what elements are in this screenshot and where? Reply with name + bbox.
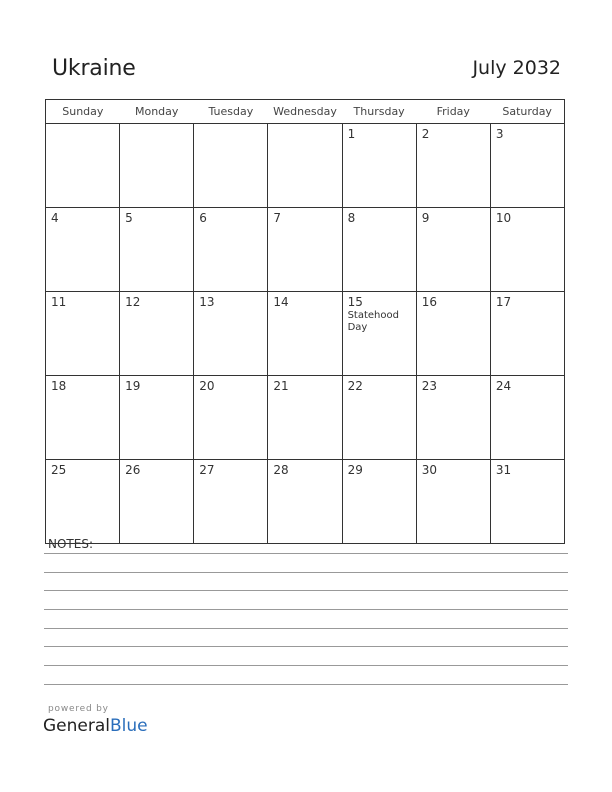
weekday-wednesday: Wednesday xyxy=(268,100,342,124)
notes-line xyxy=(44,646,568,647)
day-number: 23 xyxy=(421,379,437,393)
day-number: 3 xyxy=(495,127,504,141)
weekday-tuesday: Tuesday xyxy=(194,100,268,124)
day-cell xyxy=(46,292,120,376)
day-number: 11 xyxy=(51,295,67,309)
calendar-country-title: Ukraine xyxy=(52,56,136,81)
calendar-month-year: July 2032 xyxy=(472,57,561,79)
day-cell xyxy=(490,208,564,292)
weekday-saturday: Saturday xyxy=(490,100,564,124)
day-cell xyxy=(416,460,490,544)
day-cell xyxy=(120,208,194,292)
day-cell xyxy=(416,292,490,376)
day-number: 20 xyxy=(199,379,215,393)
day-number: 30 xyxy=(421,463,437,477)
day-cell xyxy=(268,460,342,544)
calendar-grid xyxy=(45,99,565,544)
logo-blue: Blue xyxy=(110,716,148,736)
day-cell xyxy=(46,124,120,208)
day-cell xyxy=(490,460,564,544)
day-number: 26 xyxy=(125,463,141,477)
day-cell xyxy=(416,208,490,292)
weekday-sunday: Sunday xyxy=(46,100,120,124)
day-number: 13 xyxy=(199,295,215,309)
logo-general: General xyxy=(43,716,110,736)
day-cell xyxy=(120,124,194,208)
notes-line xyxy=(44,553,568,554)
day-number: 28 xyxy=(273,463,289,477)
weekday-header-row xyxy=(46,100,565,124)
day-number: 9 xyxy=(421,211,430,225)
notes-line xyxy=(44,684,568,685)
day-cell xyxy=(268,292,342,376)
day-number: 7 xyxy=(273,211,282,225)
weekday-thursday: Thursday xyxy=(342,100,416,124)
day-number: 10 xyxy=(495,211,512,225)
day-number: 15 xyxy=(347,295,363,309)
day-number: 27 xyxy=(199,463,215,477)
day-cell xyxy=(120,292,194,376)
notes-line xyxy=(44,572,568,573)
day-number: 6 xyxy=(199,211,207,225)
day-number: 17 xyxy=(495,295,512,309)
day-cell xyxy=(194,292,268,376)
day-cell xyxy=(268,376,342,460)
day-number: 2 xyxy=(421,127,430,141)
day-cell xyxy=(490,376,564,460)
day-cell xyxy=(416,376,490,460)
weekday-monday: Monday xyxy=(120,100,194,124)
day-cell xyxy=(120,460,194,544)
day-cell xyxy=(120,376,194,460)
week-row xyxy=(46,292,565,376)
day-cell xyxy=(342,124,416,208)
week-row xyxy=(46,460,565,544)
weekday-friday: Friday xyxy=(416,100,490,124)
day-number: 14 xyxy=(273,295,289,309)
notes-line xyxy=(44,609,568,610)
day-cell xyxy=(46,208,120,292)
day-cell xyxy=(490,124,564,208)
holiday-label-statehood-day: Statehood Day xyxy=(347,310,399,333)
day-cell xyxy=(342,292,416,376)
day-cell xyxy=(342,460,416,544)
powered-by-text: powered by xyxy=(48,704,109,714)
notes-line xyxy=(44,665,568,666)
generalblue-logo xyxy=(43,716,148,736)
day-cell xyxy=(342,208,416,292)
day-cell xyxy=(194,208,268,292)
day-cell xyxy=(268,208,342,292)
week-row xyxy=(46,376,565,460)
notes-line xyxy=(44,628,568,629)
day-cell xyxy=(416,124,490,208)
day-number: 12 xyxy=(125,295,141,309)
week-row xyxy=(46,208,565,292)
day-number: 16 xyxy=(421,295,437,309)
day-number: 24 xyxy=(495,379,512,393)
notes-line xyxy=(44,590,568,591)
day-number: 18 xyxy=(51,379,67,393)
day-cell xyxy=(342,376,416,460)
day-cell xyxy=(490,292,564,376)
day-number: 1 xyxy=(347,127,356,141)
week-row xyxy=(46,124,565,208)
day-cell xyxy=(194,124,268,208)
day-number: 31 xyxy=(495,463,512,477)
day-cell xyxy=(46,376,120,460)
day-number: 19 xyxy=(125,379,141,393)
day-number: 5 xyxy=(125,211,133,225)
day-number: 21 xyxy=(273,379,289,393)
day-number: 4 xyxy=(51,211,59,225)
day-number: 25 xyxy=(51,463,67,477)
day-cell xyxy=(46,460,120,544)
day-cell xyxy=(194,376,268,460)
day-number: 22 xyxy=(347,379,363,393)
day-number: 29 xyxy=(347,463,363,477)
notes-label: NOTES: xyxy=(48,537,93,551)
day-cell xyxy=(268,124,342,208)
day-number: 8 xyxy=(347,211,356,225)
day-cell xyxy=(194,460,268,544)
